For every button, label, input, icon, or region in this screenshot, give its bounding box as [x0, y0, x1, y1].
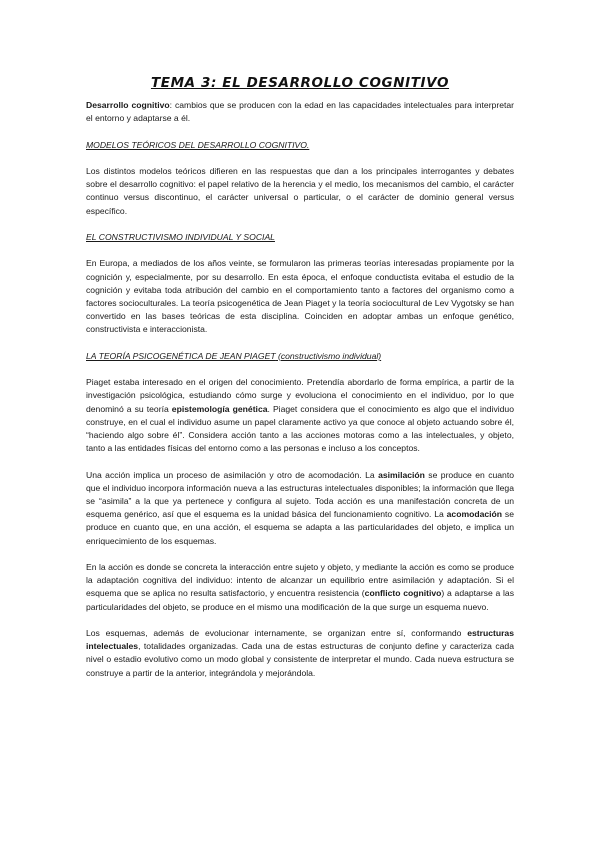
- document-body: [86, 99, 514, 693]
- definition-paragraph: [86, 99, 514, 125]
- paragraph-piaget-2: [86, 469, 514, 548]
- text-run: En la acción es donde se concreta la interacción entre sujeto y objeto, y mediante la acción es como se produce la adaptación cognitiva del individuo: intento de alcanzar un equilibrio entre asimilación y adaptación. Si el esquema que se aplica no resulta satisfactorio, y encuentra resistencia (: [86, 561, 514, 599]
- definition-text: : cambios que se producen con la edad en las capacidades intelectuales para interpretar el entorno y adaptarse a él.: [86, 100, 515, 124]
- bold-term-epistemologia: epistemología genética: [171, 403, 268, 414]
- heading-piaget-main: LA TEORÍA PSICOGENÉTICA DE JEAN PIAGET: [86, 350, 276, 361]
- heading-piaget-suffix: (constructivismo individual): [275, 350, 382, 361]
- text-run: Los esquemas, además de evolucionar internamente, se organizan entre sí, conformando: [86, 627, 468, 638]
- heading-piaget: [86, 350, 514, 363]
- heading-modelos: MODELOS TEÓRICOS DEL DESARROLLO COGNITIVO.: [86, 139, 310, 150]
- text-run: Piaget estaba interesado en el origen del conocimiento. Pretendía abordarlo de forma empírica, a partir de la investigación psicológica, estudiando cómo surge y evoluciona el conocimiento en el individuo, por lo que denominó a su teoría: [86, 377, 514, 414]
- text-run: se produce en cuanto que el individuo incorpora información nueva a las estructuras intelectuales disponibles; la información que llega se “asimila” a la que ya pertenece y configura al sujeto. Toda acción es una manifestación concreta de un esquema genérico, así que el esquema es la unidad básica del funcionamiento cognitivo. La: [86, 469, 515, 520]
- bold-term-conflicto: conflicto cognitivo: [364, 588, 442, 599]
- bold-term-estructuras: estructuras intelectuales: [86, 627, 514, 652]
- paragraph-constructivismo: En Europa, a mediados de los años veinte, se formularon las primeras teorías interesadas propiamente por la cognición y, especialmente, por su desarrollo. En esta época, el enfoque conductista evitaba el estudio de la cognición y evitaba toda atribución del cambio en el comportamiento tanto a factores del organismo como a factores socioculturales. La teoría psicogenética de Jean Piaget y la teoría sociocultural de Lev Vygotsky se han convertido en las bases teóricas de esta disciplina. Coinciden en adoptar ambas un enfoque genético, constructivista e interaccionista.: [86, 258, 514, 335]
- text-run: . Piaget considera que el conocimiento es algo que el individuo construye, en el cual el individuo asume un papel claramente activo ya que conoce al objeto actuando sobre él, “haciendo algo sobre él”. Considera acción tanto a las acciones motoras como a las intelectuales, y objeto, tanto a las entidades físicas del entorno como a las personas e incluso a los conceptos.: [86, 403, 514, 454]
- paragraph-piaget-3: [86, 561, 514, 614]
- heading-constructivismo: EL CONSTRUCTIVISMO INDIVIDUAL Y SOCIAL: [86, 231, 275, 242]
- text-run: , totalidades organizadas. Cada una de estas estructuras de conjunto define y caracteriza cada nivel o estadio evolutivo como un modo global y consistente de interpretar el mundo. Cada nueva estructura se construye a partir de la anterior, integrándola y mejorándola.: [86, 641, 514, 678]
- paragraph-modelos: Los distintos modelos teóricos difieren en las respuestas que dan a los principales interrogantes y debates sobre el desarrollo cognitivo: el papel relativo de la herencia y el medio, los mecanismos del cambio, el carácter continuo versus discontinuo, el carácter universal o particular, o el carácter de dominio general versus específico.: [86, 165, 514, 216]
- page-title: TEMA 3: EL DESARROLLO COGNITIVO: [150, 75, 450, 91]
- definition-term: Desarrollo cognitivo: [86, 100, 170, 110]
- paragraph-piaget-4: [86, 627, 514, 680]
- bold-term-asimilacion: asimilación: [378, 469, 425, 480]
- text-run: Una acción implica un proceso de asimilación y otro de acomodación. La: [86, 469, 379, 480]
- text-run: ) a adaptarse a las particularidades del objeto, se produce en el mismo una modificación de la que surge un esquema nuevo.: [86, 588, 515, 612]
- text-run: se produce en cuanto que, en una acción, el esquema se adapta a las particularidades del objeto, e implica un enriquecimiento de los esquemas.: [86, 509, 515, 546]
- bold-term-acomodacion: acomodación: [446, 509, 503, 520]
- paragraph-piaget-1: [86, 376, 514, 455]
